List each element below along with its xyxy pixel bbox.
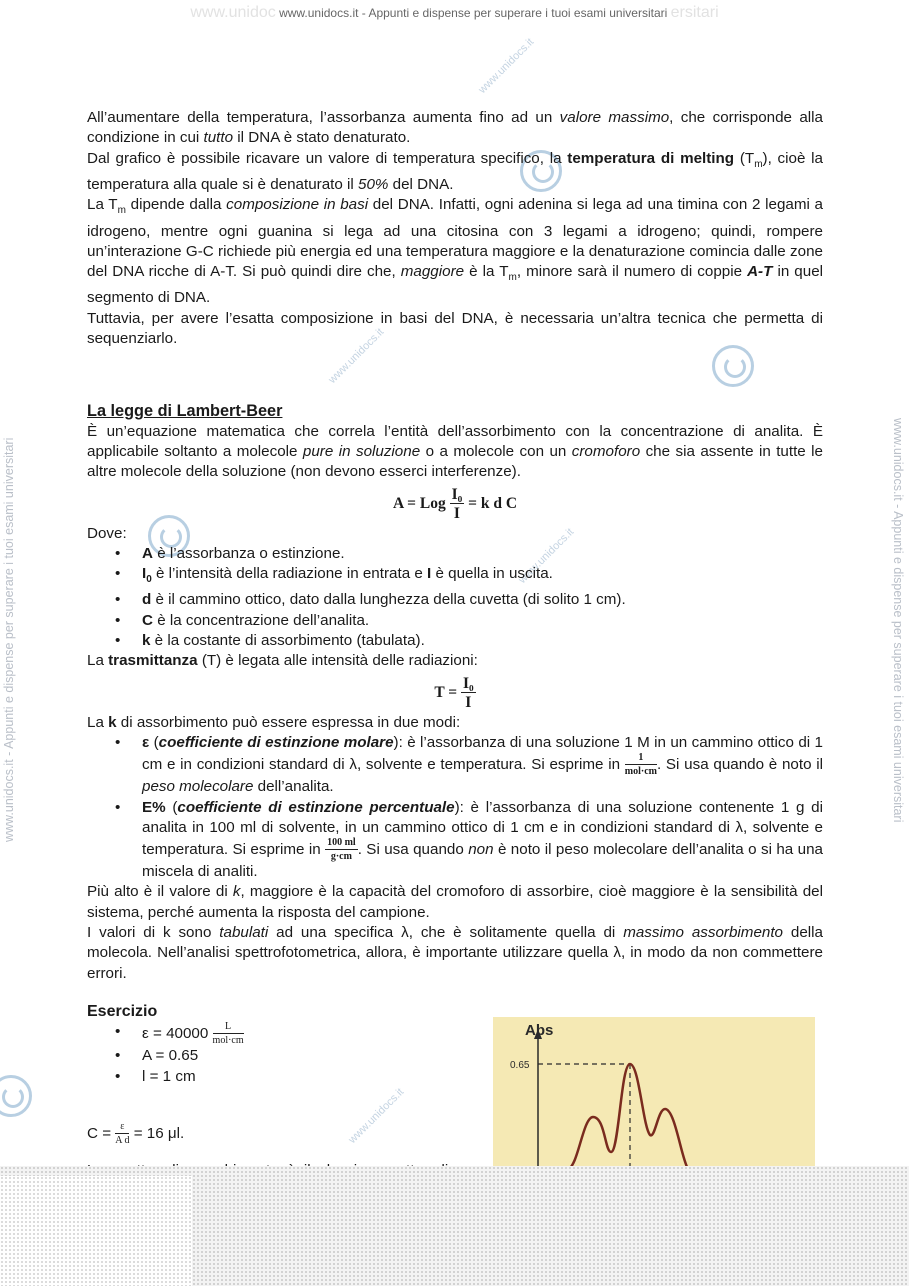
unit-fraction [625, 753, 657, 777]
k-intro-paragraph: La k di assorbimento può essere espressa in due modi: [87, 713, 461, 731]
exercise-heading: Esercizio [87, 1003, 158, 1020]
equation-left: A = Log [392, 494, 446, 512]
intro-paragraph-1: All’aumentare della temperatura, l’assorbanza aumenta fino ad un valore massimo, che corrisponde alla condizione in cui tutto il DNA è stato denaturato. [87, 109, 823, 147]
list-item: • A è l’assorbanza o estinzione. [87, 544, 823, 564]
dove-label: Dove: [87, 524, 127, 542]
unit-denominator: mol·cm [212, 1035, 244, 1047]
result-fraction [115, 1122, 129, 1146]
exercise-list [87, 1022, 482, 1087]
watermark-text: www.unidocs.it [326, 326, 387, 386]
k-paragraph-2: I valori di k sono tabulati ad una specifica λ, che è solitamente quella di massimo assorbimento della molecola. Nell’analisi spettrofotometrica, allora, è importante utilizzare quella λ, in modo da non commettere errori. [87, 924, 823, 982]
unit-denominator: mol·cm [624, 766, 657, 778]
result-denominator: A d [115, 1135, 130, 1147]
result-numerator: ε [115, 1122, 129, 1134]
equation-denominator: I [453, 505, 460, 523]
list-item: • k è la costante di assorbimento (tabulata). [87, 631, 823, 651]
list-item: • E% (coefficiente di estinzione percentuale): è l’assorbanza di una soluzione contenente 1 g di analita in 100 ml di solvente, in un cammino ottico di 1 cm e in condizioni standard di λ, solvente e temperatura. Si esprime in $\frac{100 ml}{g\cdot cm}$ . Si usa quando non è noto il peso molecolare dell’analita o si ha una miscela di analiti. [87, 798, 823, 883]
variables-list [87, 544, 823, 652]
unit-numerator: L [213, 1022, 244, 1034]
intro-paragraph-4: Tuttavia, per avere l’esatta composizione in basi del DNA, è necessaria un’altra tecnica che permetta di sequenziarlo. [87, 309, 823, 348]
exercise-result [87, 1122, 482, 1146]
header-ghost-left: www.unidoc [190, 4, 276, 21]
result-left: C = [87, 1125, 112, 1143]
list-item: • l = 1 cm [87, 1067, 482, 1087]
unit-fraction [213, 1022, 244, 1046]
unit-numerator: 1 [625, 753, 657, 765]
intro-paragraph-3: La $T_m$ dipende dalla composizione in basi del DNA. Infatti, ogni adenina si lega ad una timina con 2 legami a idrogeno, mentre ogni guanina si lega ad una citosina con 3 legami a idrogeno; quindi, rompere un’interazione G-C richiede più energia ed una temperatura maggiore e la denaturazione comincia dalle zone del DNA ricche di A-T. Si può quindi dire che, maggiore è la $T_m$, minore sarà il numero di coppie A-T in quel segmento di DNA. [87, 196, 824, 307]
watermark-logo-icon [0, 1075, 32, 1117]
watermark-text: www.unidocs.it [476, 36, 537, 96]
k-types-list [87, 733, 823, 882]
page-header [0, 4, 909, 22]
chart-svg [493, 1017, 815, 1169]
dotted-footer-cutout [0, 1176, 192, 1286]
header-ghost-right: ersitari [670, 4, 719, 21]
watermark-text: www.unidocs.it [516, 526, 577, 586]
lambert-paragraph: È un’equazione matematica che correla l’entità dell’assorbimento con la concentrazione di analita. È applicabile soltanto a molecole pure in soluzione o a molecole con un cromoforo che sia assente in tutte le altre molecole della soluzione (non devono esserci interferenze). [87, 422, 824, 481]
document-body [87, 108, 823, 984]
result-right: = 16 μl. [133, 1125, 185, 1143]
equation-left: T = [434, 683, 458, 701]
peak-value-label: 0.65 [510, 1060, 530, 1071]
transmittance-equation [87, 676, 823, 711]
absorption-spectrum-chart [493, 1017, 815, 1169]
y-axis-label: Abs [525, 1022, 554, 1039]
list-item: • d è il cammino ottico, dato dalla lunghezza della cuvetta (di solito 1 cm). [87, 590, 823, 610]
equation-fraction [461, 676, 476, 711]
intro-paragraph-2: Dal grafico è possibile ricavare un valore di temperatura specifico, la temperatura di melting $(T_m)$, cioè la temperatura alla quale si è denaturato il 50% del DNA. [87, 149, 823, 193]
lambert-beer-equation [87, 487, 823, 522]
unit-denominator: g·cm [330, 851, 352, 863]
list-item: • $I_0$ è l’intensità della radiazione in entrata e I è quella in uscita. [87, 564, 823, 590]
header-text: www.unidocs.it - Appunti e dispense per superare i tuoi esami universitari [279, 6, 668, 20]
trasmittanza-paragraph: La trasmittanza (T) è legata alle intensità delle radiazioni: [87, 652, 478, 670]
list-item: • ε (coefficiente di estinzione molare): è l’assorbanza di una soluzione 1 M in un cammino ottico di 1 cm e in condizioni standard di λ, solvente e temperatura. Si esprime in $\frac{1}{\text{mol·cm}}$ . Si usa quando è noto il peso molecolare dell’analita. [87, 733, 823, 798]
exercise-eps: ε = 40000 [142, 1025, 209, 1043]
equation-denominator: I [465, 694, 472, 712]
unit-fraction [325, 838, 358, 862]
side-watermark-left: www.unidocs.it - Appunti e dispense per superare i tuoi esami universitari [2, 437, 16, 842]
side-watermark-right: www.unidocs.it - Appunti e dispense per superare i tuoi esami universitari [891, 418, 905, 823]
spectrum-curve [568, 1064, 688, 1169]
list-item: • C è la concentrazione dell’analita. [87, 611, 823, 631]
equation-right: = k d C [468, 494, 518, 512]
list-item [87, 1022, 482, 1046]
list-item: • A = 0.65 [87, 1046, 482, 1066]
equation-fraction [450, 487, 465, 522]
watermark-text: www.unidocs.it [346, 1086, 407, 1146]
k-paragraph-1: Più alto è il valore di k, maggiore è la capacità del cromoforo di assorbire, cioè maggiore è la sensibilità del sistema, perché aumenta la risposta del campione. [87, 883, 823, 921]
equation-numerator: I₀ [462, 674, 474, 692]
section-heading: La legge di Lambert-Beer [87, 402, 283, 421]
equation-numerator: I₀ [451, 485, 463, 503]
unit-numerator: 100 ml [327, 837, 356, 849]
